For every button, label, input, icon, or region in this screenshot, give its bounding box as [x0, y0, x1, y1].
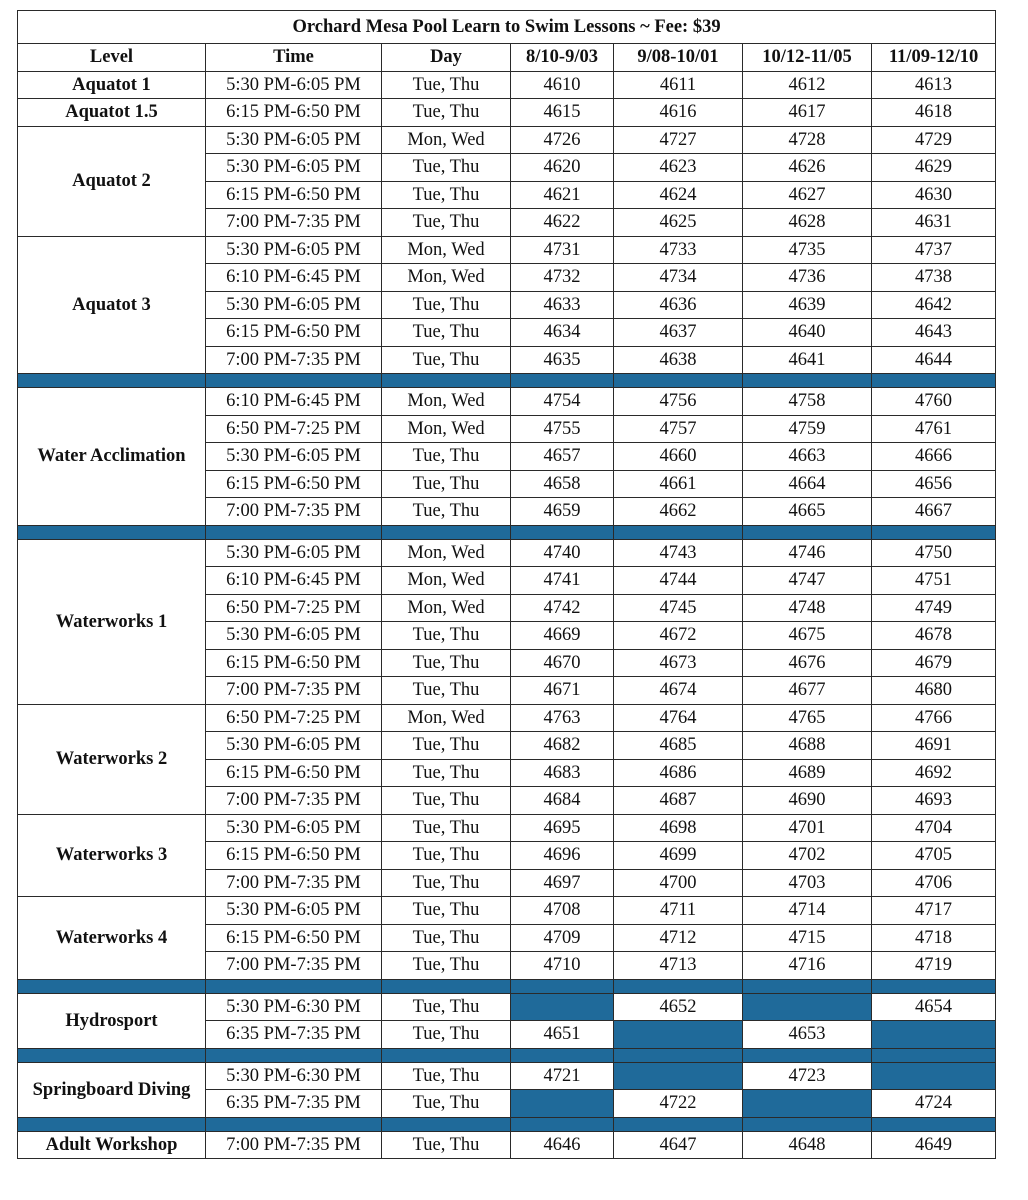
header-session-2: 9/08-10/01 [614, 44, 743, 72]
course-code-cell: 4727 [614, 126, 743, 154]
divider-cell [872, 374, 996, 388]
course-code-cell: 4751 [872, 567, 996, 595]
course-code-cell: 4649 [872, 1131, 996, 1159]
course-code-cell: 4712 [614, 924, 743, 952]
level-name: Hydrosport [18, 993, 206, 1048]
course-code-cell: 4695 [511, 814, 614, 842]
course-code-cell: 4698 [614, 814, 743, 842]
course-code-cell: 4673 [614, 649, 743, 677]
day-cell: Mon, Wed [382, 704, 511, 732]
course-code-cell: 4643 [872, 319, 996, 347]
divider-cell [511, 1117, 614, 1131]
course-code-cell: 4755 [511, 415, 614, 443]
unavailable-cell [511, 993, 614, 1021]
time-cell: 5:30 PM-6:05 PM [206, 291, 382, 319]
course-code-cell: 4623 [614, 154, 743, 182]
day-cell: Mon, Wed [382, 388, 511, 416]
divider-cell [614, 979, 743, 993]
course-code-cell: 4715 [743, 924, 872, 952]
course-code-cell: 4621 [511, 181, 614, 209]
course-code-cell: 4682 [511, 732, 614, 760]
course-code-cell: 4722 [614, 1090, 743, 1118]
course-code-cell: 4724 [872, 1090, 996, 1118]
course-code-cell: 4758 [743, 388, 872, 416]
course-code-cell: 4675 [743, 622, 872, 650]
time-cell: 6:15 PM-6:50 PM [206, 470, 382, 498]
level-name: Aquatot 1.5 [18, 99, 206, 127]
course-code-cell: 4734 [614, 264, 743, 292]
course-code-cell: 4676 [743, 649, 872, 677]
course-code-cell: 4688 [743, 732, 872, 760]
time-cell: 6:10 PM-6:45 PM [206, 388, 382, 416]
course-code-cell: 4750 [872, 539, 996, 567]
course-code-cell: 4708 [511, 897, 614, 925]
course-code-cell: 4679 [872, 649, 996, 677]
table-row [18, 71, 996, 99]
divider-cell [743, 525, 872, 539]
time-cell: 6:15 PM-6:50 PM [206, 649, 382, 677]
header-session-3: 10/12-11/05 [743, 44, 872, 72]
time-cell: 7:00 PM-7:35 PM [206, 1131, 382, 1159]
day-cell: Tue, Thu [382, 209, 511, 237]
time-cell: 7:00 PM-7:35 PM [206, 209, 382, 237]
course-code-cell: 4742 [511, 594, 614, 622]
divider-cell [18, 525, 206, 539]
course-code-cell: 4754 [511, 388, 614, 416]
course-code-cell: 4610 [511, 71, 614, 99]
course-code-cell: 4613 [872, 71, 996, 99]
divider-cell [382, 1117, 511, 1131]
course-code-cell: 4757 [614, 415, 743, 443]
divider-cell [382, 525, 511, 539]
course-code-cell: 4745 [614, 594, 743, 622]
time-cell: 6:15 PM-6:50 PM [206, 181, 382, 209]
time-cell: 7:00 PM-7:35 PM [206, 346, 382, 374]
day-cell: Tue, Thu [382, 319, 511, 347]
divider-cell [872, 525, 996, 539]
day-cell: Tue, Thu [382, 99, 511, 127]
time-cell: 6:50 PM-7:25 PM [206, 594, 382, 622]
course-code-cell: 4721 [511, 1062, 614, 1090]
course-code-cell: 4713 [614, 952, 743, 980]
course-code-cell: 4634 [511, 319, 614, 347]
course-code-cell: 4680 [872, 677, 996, 705]
divider-cell [872, 979, 996, 993]
course-code-cell: 4741 [511, 567, 614, 595]
course-code-cell: 4766 [872, 704, 996, 732]
day-cell: Tue, Thu [382, 1131, 511, 1159]
course-code-cell: 4665 [743, 498, 872, 526]
time-cell: 6:35 PM-7:35 PM [206, 1021, 382, 1049]
course-code-cell: 4646 [511, 1131, 614, 1159]
day-cell: Tue, Thu [382, 1062, 511, 1090]
course-code-cell: 4642 [872, 291, 996, 319]
course-code-cell: 4748 [743, 594, 872, 622]
day-cell: Tue, Thu [382, 924, 511, 952]
course-code-cell: 4710 [511, 952, 614, 980]
level-name: Waterworks 2 [18, 704, 206, 814]
course-code-cell: 4659 [511, 498, 614, 526]
divider-cell [206, 374, 382, 388]
time-cell: 6:10 PM-6:45 PM [206, 264, 382, 292]
time-cell: 6:15 PM-6:50 PM [206, 924, 382, 952]
time-cell: 6:15 PM-6:50 PM [206, 759, 382, 787]
divider-cell [382, 374, 511, 388]
time-cell: 6:50 PM-7:25 PM [206, 704, 382, 732]
divider-cell [511, 525, 614, 539]
header-session-4: 11/09-12/10 [872, 44, 996, 72]
level-name: Waterworks 3 [18, 814, 206, 897]
table-row [18, 704, 996, 732]
course-code-cell: 4636 [614, 291, 743, 319]
divider-cell [614, 1117, 743, 1131]
course-code-cell: 4731 [511, 236, 614, 264]
course-code-cell: 4726 [511, 126, 614, 154]
course-code-cell: 4685 [614, 732, 743, 760]
day-cell: Tue, Thu [382, 759, 511, 787]
level-name: Aquatot 1 [18, 71, 206, 99]
divider-cell [511, 1048, 614, 1062]
course-code-cell: 4626 [743, 154, 872, 182]
time-cell: 6:50 PM-7:25 PM [206, 415, 382, 443]
day-cell: Tue, Thu [382, 1090, 511, 1118]
section-divider [18, 979, 996, 993]
day-cell: Mon, Wed [382, 126, 511, 154]
course-code-cell: 4617 [743, 99, 872, 127]
page-title: Orchard Mesa Pool Learn to Swim Lessons ~ Fee: $39 [18, 11, 996, 44]
divider-cell [206, 1048, 382, 1062]
course-code-cell: 4677 [743, 677, 872, 705]
course-code-cell: 4658 [511, 470, 614, 498]
course-code-cell: 4703 [743, 869, 872, 897]
course-code-cell: 4633 [511, 291, 614, 319]
course-code-cell: 4627 [743, 181, 872, 209]
course-code-cell: 4729 [872, 126, 996, 154]
day-cell: Mon, Wed [382, 236, 511, 264]
course-code-cell: 4692 [872, 759, 996, 787]
course-code-cell: 4647 [614, 1131, 743, 1159]
time-cell: 6:10 PM-6:45 PM [206, 567, 382, 595]
course-code-cell: 4704 [872, 814, 996, 842]
course-code-cell: 4628 [743, 209, 872, 237]
time-cell: 6:15 PM-6:50 PM [206, 842, 382, 870]
course-code-cell: 4657 [511, 443, 614, 471]
course-code-cell: 4667 [872, 498, 996, 526]
course-code-cell: 4690 [743, 787, 872, 815]
course-code-cell: 4620 [511, 154, 614, 182]
time-cell: 6:15 PM-6:50 PM [206, 99, 382, 127]
table-row [18, 99, 996, 127]
course-code-cell: 4674 [614, 677, 743, 705]
course-code-cell: 4747 [743, 567, 872, 595]
divider-cell [614, 1048, 743, 1062]
course-code-cell: 4696 [511, 842, 614, 870]
course-code-cell: 4691 [872, 732, 996, 760]
course-code-cell: 4640 [743, 319, 872, 347]
course-code-cell: 4678 [872, 622, 996, 650]
course-code-cell: 4706 [872, 869, 996, 897]
day-cell: Tue, Thu [382, 814, 511, 842]
time-cell: 5:30 PM-6:05 PM [206, 622, 382, 650]
divider-cell [18, 979, 206, 993]
course-code-cell: 4709 [511, 924, 614, 952]
unavailable-cell [614, 1062, 743, 1090]
day-cell: Tue, Thu [382, 677, 511, 705]
section-divider [18, 374, 996, 388]
divider-cell [872, 1117, 996, 1131]
course-code-cell: 4612 [743, 71, 872, 99]
table-row [18, 539, 996, 567]
day-cell: Tue, Thu [382, 498, 511, 526]
course-code-cell: 4743 [614, 539, 743, 567]
time-cell: 7:00 PM-7:35 PM [206, 787, 382, 815]
day-cell: Tue, Thu [382, 649, 511, 677]
day-cell: Mon, Wed [382, 415, 511, 443]
time-cell: 7:00 PM-7:35 PM [206, 498, 382, 526]
time-cell: 5:30 PM-6:05 PM [206, 236, 382, 264]
table-row [18, 388, 996, 416]
day-cell: Mon, Wed [382, 567, 511, 595]
header-day: Day [382, 44, 511, 72]
day-cell: Mon, Wed [382, 539, 511, 567]
divider-cell [511, 374, 614, 388]
day-cell: Tue, Thu [382, 993, 511, 1021]
level-name: Adult Workshop [18, 1131, 206, 1159]
course-code-cell: 4756 [614, 388, 743, 416]
time-cell: 6:35 PM-7:35 PM [206, 1090, 382, 1118]
level-name: Water Acclimation [18, 388, 206, 526]
divider-cell [614, 525, 743, 539]
course-code-cell: 4738 [872, 264, 996, 292]
day-cell: Tue, Thu [382, 952, 511, 980]
day-cell: Tue, Thu [382, 154, 511, 182]
divider-cell [743, 1048, 872, 1062]
divider-cell [382, 1048, 511, 1062]
course-code-cell: 4699 [614, 842, 743, 870]
course-code-cell: 4764 [614, 704, 743, 732]
course-code-cell: 4702 [743, 842, 872, 870]
divider-cell [743, 374, 872, 388]
time-cell: 7:00 PM-7:35 PM [206, 952, 382, 980]
time-cell: 5:30 PM-6:05 PM [206, 539, 382, 567]
course-code-cell: 4615 [511, 99, 614, 127]
time-cell: 5:30 PM-6:30 PM [206, 993, 382, 1021]
course-code-cell: 4717 [872, 897, 996, 925]
divider-cell [614, 374, 743, 388]
course-code-cell: 4714 [743, 897, 872, 925]
unavailable-cell [614, 1021, 743, 1049]
header-time: Time [206, 44, 382, 72]
day-cell: Tue, Thu [382, 869, 511, 897]
time-cell: 5:30 PM-6:05 PM [206, 126, 382, 154]
course-code-cell: 4746 [743, 539, 872, 567]
day-cell: Mon, Wed [382, 594, 511, 622]
table-row [18, 1062, 996, 1090]
table-row [18, 236, 996, 264]
divider-cell [872, 1048, 996, 1062]
course-code-cell: 4670 [511, 649, 614, 677]
course-code-cell: 4740 [511, 539, 614, 567]
day-cell: Tue, Thu [382, 622, 511, 650]
course-code-cell: 4641 [743, 346, 872, 374]
course-code-cell: 4618 [872, 99, 996, 127]
course-code-cell: 4662 [614, 498, 743, 526]
unavailable-cell [872, 1021, 996, 1049]
lesson-schedule-table [17, 10, 996, 1159]
course-code-cell: 4700 [614, 869, 743, 897]
course-code-cell: 4719 [872, 952, 996, 980]
section-divider [18, 525, 996, 539]
course-code-cell: 4683 [511, 759, 614, 787]
day-cell: Tue, Thu [382, 842, 511, 870]
course-code-cell: 4625 [614, 209, 743, 237]
table-row [18, 126, 996, 154]
table-row [18, 897, 996, 925]
time-cell: 5:30 PM-6:30 PM [206, 1062, 382, 1090]
time-cell: 5:30 PM-6:05 PM [206, 732, 382, 760]
divider-cell [382, 979, 511, 993]
course-code-cell: 4663 [743, 443, 872, 471]
level-name: Springboard Diving [18, 1062, 206, 1117]
course-code-cell: 4718 [872, 924, 996, 952]
course-code-cell: 4664 [743, 470, 872, 498]
section-divider [18, 1048, 996, 1062]
course-code-cell: 4629 [872, 154, 996, 182]
course-code-cell: 4653 [743, 1021, 872, 1049]
course-code-cell: 4737 [872, 236, 996, 264]
course-code-cell: 4686 [614, 759, 743, 787]
divider-cell [18, 1048, 206, 1062]
header-row [18, 44, 996, 72]
time-cell: 5:30 PM-6:05 PM [206, 814, 382, 842]
day-cell: Tue, Thu [382, 71, 511, 99]
course-code-cell: 4760 [872, 388, 996, 416]
course-code-cell: 4744 [614, 567, 743, 595]
level-name: Waterworks 4 [18, 897, 206, 980]
day-cell: Tue, Thu [382, 897, 511, 925]
course-code-cell: 4654 [872, 993, 996, 1021]
table-row [18, 993, 996, 1021]
day-cell: Mon, Wed [382, 264, 511, 292]
course-code-cell: 4749 [872, 594, 996, 622]
level-name: Aquatot 3 [18, 236, 206, 374]
unavailable-cell [743, 993, 872, 1021]
day-cell: Tue, Thu [382, 787, 511, 815]
level-name: Aquatot 2 [18, 126, 206, 236]
unavailable-cell [511, 1090, 614, 1118]
divider-cell [511, 979, 614, 993]
course-code-cell: 4671 [511, 677, 614, 705]
unavailable-cell [872, 1062, 996, 1090]
course-code-cell: 4736 [743, 264, 872, 292]
day-cell: Tue, Thu [382, 181, 511, 209]
schedule-body [18, 71, 996, 1159]
table-row [18, 814, 996, 842]
divider-cell [206, 1117, 382, 1131]
day-cell: Tue, Thu [382, 291, 511, 319]
course-code-cell: 4648 [743, 1131, 872, 1159]
course-code-cell: 4728 [743, 126, 872, 154]
course-code-cell: 4763 [511, 704, 614, 732]
course-code-cell: 4689 [743, 759, 872, 787]
course-code-cell: 4611 [614, 71, 743, 99]
day-cell: Tue, Thu [382, 443, 511, 471]
course-code-cell: 4630 [872, 181, 996, 209]
course-code-cell: 4644 [872, 346, 996, 374]
header-level: Level [18, 44, 206, 72]
day-cell: Tue, Thu [382, 346, 511, 374]
course-code-cell: 4723 [743, 1062, 872, 1090]
course-code-cell: 4652 [614, 993, 743, 1021]
course-code-cell: 4651 [511, 1021, 614, 1049]
course-code-cell: 4637 [614, 319, 743, 347]
course-code-cell: 4765 [743, 704, 872, 732]
time-cell: 7:00 PM-7:35 PM [206, 677, 382, 705]
section-divider [18, 1117, 996, 1131]
course-code-cell: 4622 [511, 209, 614, 237]
course-code-cell: 4616 [614, 99, 743, 127]
time-cell: 7:00 PM-7:35 PM [206, 869, 382, 897]
course-code-cell: 4666 [872, 443, 996, 471]
unavailable-cell [743, 1090, 872, 1118]
course-code-cell: 4639 [743, 291, 872, 319]
time-cell: 5:30 PM-6:05 PM [206, 154, 382, 182]
course-code-cell: 4661 [614, 470, 743, 498]
divider-cell [18, 1117, 206, 1131]
course-code-cell: 4635 [511, 346, 614, 374]
schedule-sheet [17, 10, 995, 1159]
course-code-cell: 4624 [614, 181, 743, 209]
course-code-cell: 4638 [614, 346, 743, 374]
course-code-cell: 4705 [872, 842, 996, 870]
course-code-cell: 4660 [614, 443, 743, 471]
course-code-cell: 4759 [743, 415, 872, 443]
course-code-cell: 4693 [872, 787, 996, 815]
day-cell: Tue, Thu [382, 732, 511, 760]
course-code-cell: 4697 [511, 869, 614, 897]
day-cell: Tue, Thu [382, 1021, 511, 1049]
title-row [18, 11, 996, 44]
divider-cell [743, 1117, 872, 1131]
day-cell: Tue, Thu [382, 470, 511, 498]
course-code-cell: 4735 [743, 236, 872, 264]
time-cell: 5:30 PM-6:05 PM [206, 71, 382, 99]
course-code-cell: 4732 [511, 264, 614, 292]
time-cell: 5:30 PM-6:05 PM [206, 443, 382, 471]
time-cell: 6:15 PM-6:50 PM [206, 319, 382, 347]
course-code-cell: 4761 [872, 415, 996, 443]
course-code-cell: 4669 [511, 622, 614, 650]
divider-cell [18, 374, 206, 388]
table-row [18, 1131, 996, 1159]
course-code-cell: 4733 [614, 236, 743, 264]
course-code-cell: 4687 [614, 787, 743, 815]
course-code-cell: 4684 [511, 787, 614, 815]
course-code-cell: 4716 [743, 952, 872, 980]
course-code-cell: 4672 [614, 622, 743, 650]
header-session-1: 8/10-9/03 [511, 44, 614, 72]
level-name: Waterworks 1 [18, 539, 206, 704]
course-code-cell: 4656 [872, 470, 996, 498]
time-cell: 5:30 PM-6:05 PM [206, 897, 382, 925]
course-code-cell: 4631 [872, 209, 996, 237]
course-code-cell: 4711 [614, 897, 743, 925]
divider-cell [743, 979, 872, 993]
divider-cell [206, 979, 382, 993]
divider-cell [206, 525, 382, 539]
course-code-cell: 4701 [743, 814, 872, 842]
